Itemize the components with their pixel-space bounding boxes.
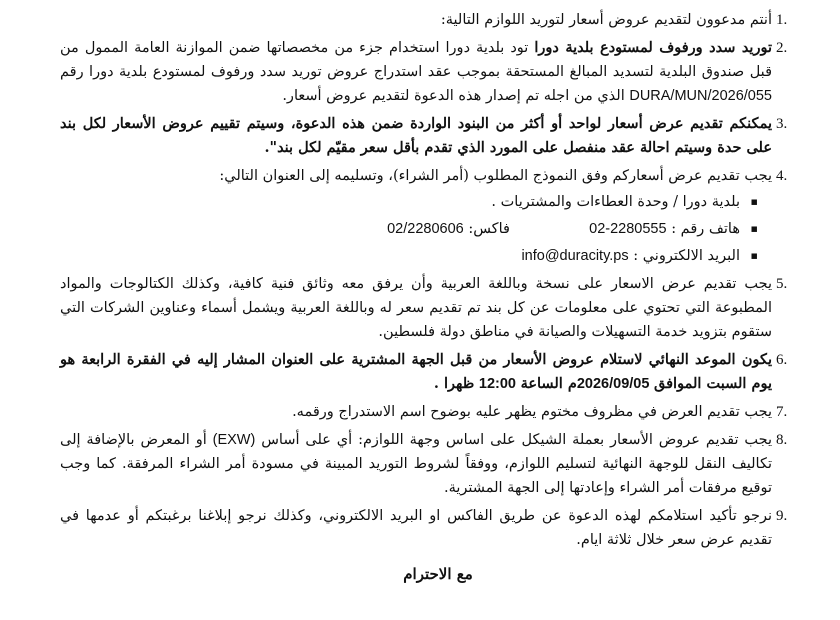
email-label: البريد الالكتروني : — [633, 248, 740, 264]
phone-label: هاتف رقم : — [671, 221, 740, 237]
item-number: 3. — [776, 116, 788, 132]
item-text-continued: الذي من اجله تم إصدار هذه الدعوة لتقديم عروض أسعار. — [282, 88, 625, 104]
email-line — [60, 244, 758, 268]
fax-number: 02/2280606 — [387, 221, 464, 237]
item-number: 5. — [776, 276, 788, 292]
item-number: 9. — [776, 508, 788, 524]
item-text: يجب تقديم عروض الأسعار بعملة الشيكل على اساس وجهة اللوازم: أي على أساس — [261, 432, 773, 448]
phone-fax-line — [60, 217, 758, 241]
item-text: يجب تقديم عرض أسعاركم وفق النموذج المطلوب (أمر الشراء)، وتسليمه إلى العنوان التالي: — [219, 168, 772, 184]
item-number: 7. — [776, 404, 788, 420]
deadline-date: 2026/09/05 — [576, 376, 650, 392]
item-text-continued: أو المعرض بالإضافة إلى تكاليف النقل للوجهة النهائية لتسليم اللوازم، ووفقاً لشروط التوريد المبينة في مسودة أمر الشراء المرفقة. كما وجب توقيع مرفقات أمر الشراء وإعادتها إلى الجهة المشترية. — [60, 432, 772, 496]
item-text: يجب تقديم العرض في مظروف مختوم يظهر عليه بوضوح اسم الاستدراج ورقمه. — [292, 404, 772, 420]
incoterm-exw: (EXW) — [212, 432, 256, 448]
closing-salutation: مع الاحترام — [403, 565, 473, 583]
item-number: 6. — [776, 352, 788, 368]
list-item-8 — [60, 428, 816, 500]
fax-label: فاكس: — [468, 221, 510, 237]
deadline-time: 12:00 — [478, 376, 516, 392]
list-item-7 — [60, 400, 816, 424]
item-bold-text: يكون الموعد النهائي لاستلام عروض الأسعار من قبل الجهة المشترية على العنوان المشار إليه في الفقرة الرابعة هو يوم السبت الموافق — [60, 351, 772, 392]
email-address: info@duracity.ps — [521, 248, 629, 264]
list-item-5 — [60, 272, 816, 344]
item-bold-text: توريد سدد ورفوف لمستودع بلدية دورا — [534, 39, 772, 56]
item-bold-text: يمكنكم تقديم عرض أسعار لواحد أو أكثر من البنود الواردة ضمن هذه الدعوة، وسيتم تقييم عروض الأسعار لكل بند على حدة وسيتم احالة عقد منفصل على المورد الذي تقدم بأقل سعر مقيّم لكل بند". — [60, 115, 772, 156]
item-text: يجب تقديم عرض الاسعار على نسخة وباللغة العربية وأن يرفق معه وثائق فنية كافية، وكذلك الكتالوجات والمواد المطبوعة التي تحتوي على معلومات عن كل بند تم تقديم سعر له وباللغة العربية ويشمل أسماء وعناوين الشركات التي ستقوم بتزويد خدمة التسهيلات والصيانة في مناطق دولة فلسطين. — [60, 276, 772, 340]
list-item-1 — [60, 8, 816, 32]
item-text: نرجو تأكيد استلامكم لهذه الدعوة عن طريق الفاكس او البريد الالكتروني، وكذلك نرجو إبلاغنا برغبتكم أو عدمها في تقديم عرض سعر خلال ثلاثة ايام. — [60, 508, 772, 548]
list-item-2 — [60, 36, 816, 108]
item-text: أنتم مدعوون لتقديم عروض أسعار لتوريد اللوازم التالية: — [440, 12, 772, 28]
item-text: تود بلدية دورا استخدام جزء من مخصصاتها ضمن الموازنة العامة الممول من قبل صندوق البلدية لتسديد المبالغ المستحقة بموجب عقد استدراج عروض توريد سدد ورفوف لمستودع بلدية دورا رقم — [60, 40, 772, 80]
address-list — [60, 190, 772, 268]
phone-number: 02-2280555 — [589, 221, 667, 237]
items-list — [60, 8, 816, 552]
item-bold-text-3: ظهرا . — [433, 375, 475, 392]
item-number: 4. — [776, 168, 788, 184]
address-line — [60, 190, 758, 214]
item-number: 8. — [776, 432, 788, 448]
list-item-4 — [60, 164, 816, 268]
item-bold-text-2: م الساعة — [520, 375, 577, 392]
item-number: 1. — [776, 12, 788, 28]
address-text: بلدية دورا / وحدة العطاءات والمشتريات . — [491, 194, 740, 210]
contract-reference: DURA/MUN/2026/055 — [629, 88, 772, 104]
list-item-3 — [60, 112, 816, 160]
item-number: 2. — [776, 40, 788, 56]
list-item-6 — [60, 348, 816, 396]
list-item-9 — [60, 504, 816, 552]
